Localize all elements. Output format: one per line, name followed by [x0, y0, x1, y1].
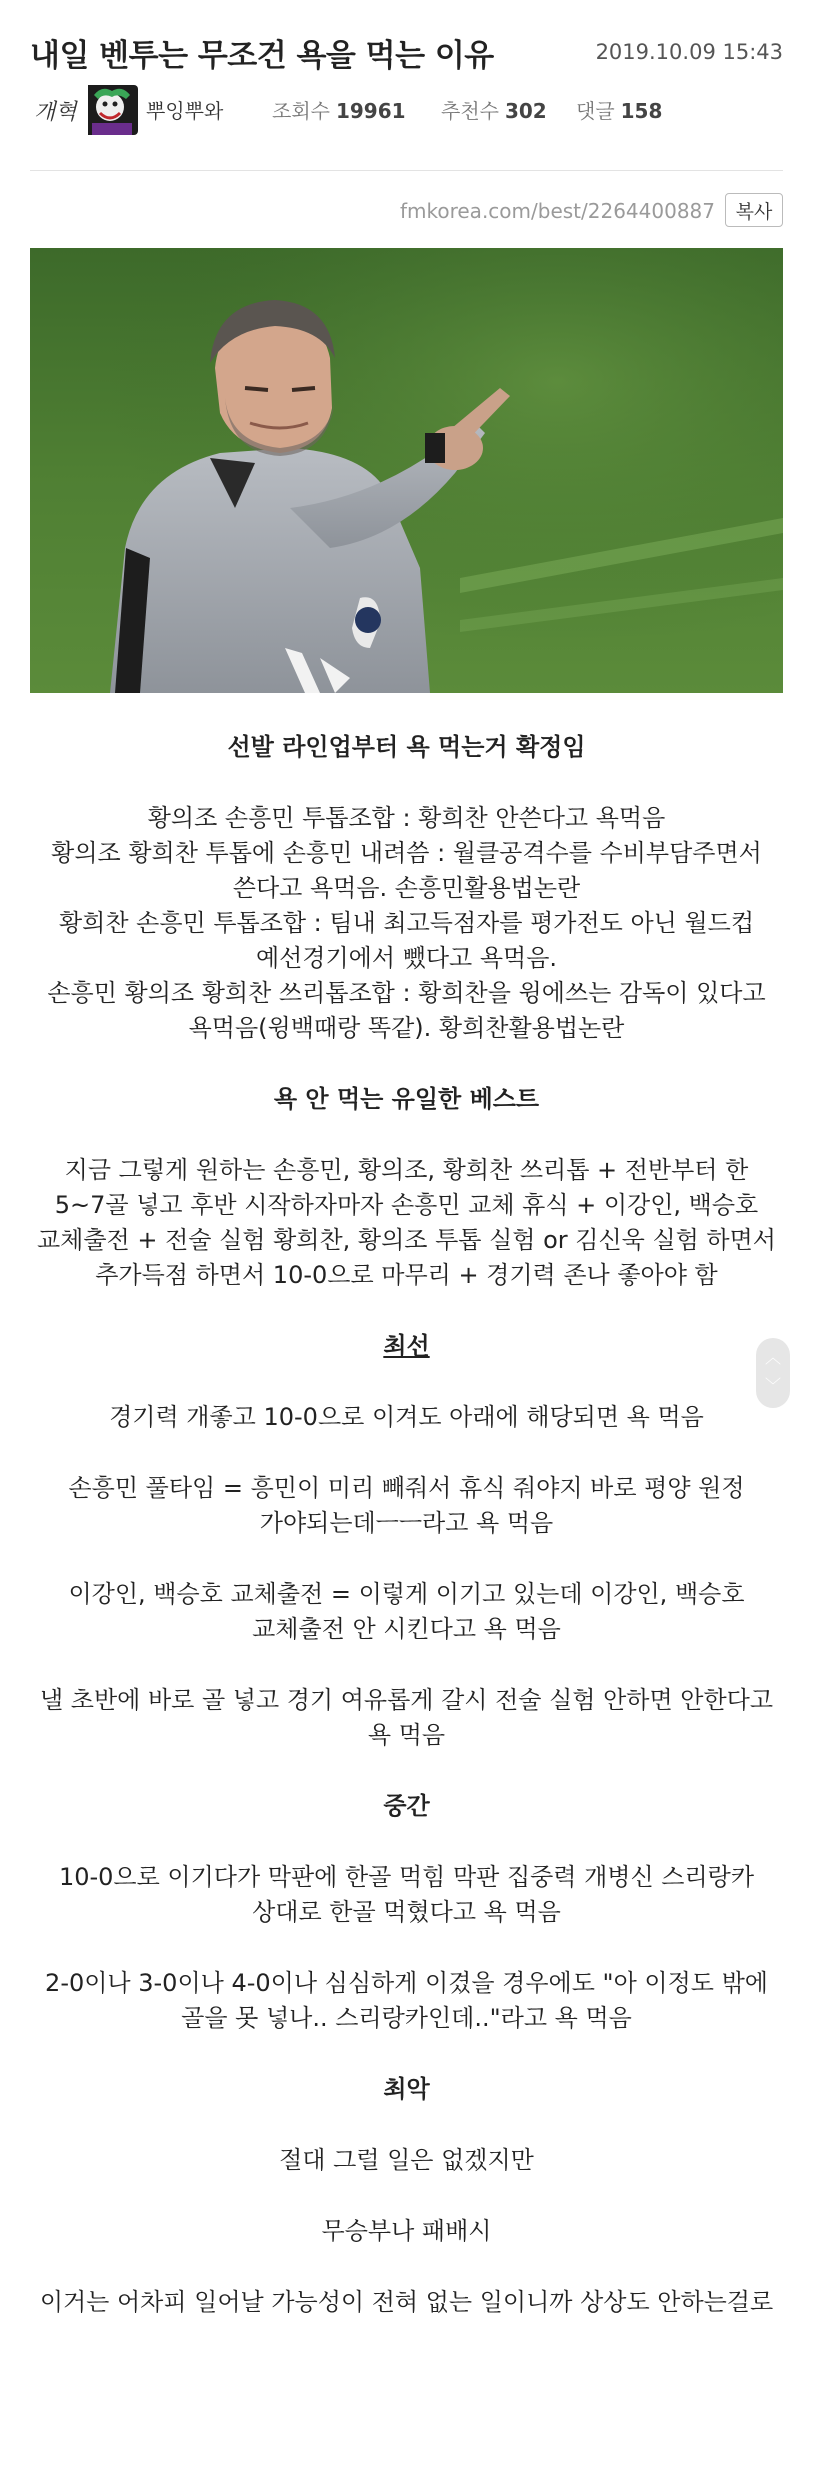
likes-stat [441, 95, 547, 124]
avatar-image [30, 85, 138, 135]
body-paragraph: 낼 초반에 바로 골 넣고 경기 여유롭게 갈시 전술 실험 안하면 안한다고 욕 먹음 [39, 1686, 774, 1749]
likes-label: 추천수 [441, 99, 499, 123]
body-paragraph: 황의조 손흥민 투톱조합 : 황희찬 안쓴다고 욕먹음 황의조 황희찬 투톱에 손흥민 내려씀 : 월클공격수를 수비부담주면서 쓴다고 욕먹음. 손흥민활용법논란 황희찬 손흥민 투톱조합 : 팀내 최고득점자를 평가전도 아닌 월드컵 예선경기에서 뺐다고 욕먹음. 손흥민 황의조 황희찬 쓰리톱조합 : 황희찬을 윙에쓰는 감독이 있다고 욕먹음(윙백때랑 똑같). 황희찬활용법논란 [47, 804, 766, 1042]
section-heading: 욕 안 먹는 유일한 베스트 [273, 1085, 540, 1113]
views-label: 조회수 [272, 99, 330, 123]
body-paragraph: 절대 그럴 일은 없겠지만 [279, 2146, 534, 2174]
section-heading: 최악 [383, 2075, 430, 2103]
body-paragraph: 10-0으로 이기다가 막판에 한골 먹힘 막판 집중력 개병신 스리랑카 상대로 한골 먹혔다고 욕 먹음 [58, 1863, 755, 1926]
header-divider [30, 170, 783, 171]
coach-photo [30, 248, 783, 693]
views-stat [272, 95, 406, 124]
section-heading: 중간 [383, 1792, 430, 1820]
copy-url-button[interactable]: 복사 [725, 193, 783, 227]
body-paragraph: 경기력 개좋고 10-0으로 이겨도 아래에 해당되면 욕 먹음 [109, 1403, 704, 1431]
section-heading: 최선 [383, 1332, 430, 1360]
scroll-control[interactable] [756, 1338, 790, 1408]
body-paragraph: 손흥민 풀타임 = 흥민이 미리 빼줘서 휴식 줘야지 바로 평양 원정 가야되는데ㅡㅡ라고 욕 먹음 [68, 1474, 745, 1537]
post-image [30, 248, 783, 693]
post-title: 내일 벤투는 무조건 욕을 먹는 이유 [30, 38, 494, 74]
likes-count: 302 [504, 99, 547, 123]
scroll-up-icon[interactable]: ︿ [765, 1348, 782, 1367]
comments-label: 댓글 [576, 99, 615, 123]
body-paragraph: 무승부나 패배시 [321, 2217, 492, 2245]
comments-count: 158 [620, 99, 663, 123]
avatar-lettering: 개혁 [34, 100, 77, 125]
post-meta [30, 85, 783, 137]
body-paragraph: 지금 그렇게 원하는 손흥민, 황의조, 황희찬 쓰리톱 + 전반부터 한 5~7골 넣고 후반 시작하자마자 손흥민 교체 휴식 + 이강인, 백승호 교체출전 + 전술 실험 황희찬, 황의조 투톱 실험 or 김신욱 실험 하면서 추가득점 하면서 10-0으로 마무리 + 경기력 존나 좋아야 함 [37, 1156, 776, 1289]
body-paragraph: 이강인, 백승호 교체출전 = 이렇게 이기고 있는데 이강인, 백승호 교체출전 안 시킨다고 욕 먹음 [68, 1580, 745, 1643]
post-url[interactable]: fmkorea.com/best/2264400887 [399, 199, 715, 223]
post-date: 2019.10.09 15:43 [595, 40, 783, 64]
author-nickname[interactable]: 뿌잉뿌와 [146, 99, 224, 123]
body-paragraph: 2-0이나 3-0이나 4-0이나 심심하게 이겼을 경우에도 "아 이정도 밖에 골을 못 넣나.. 스리랑카인데.."라고 욕 먹음 [45, 1969, 768, 2032]
post-body [30, 730, 783, 2356]
views-count: 19961 [335, 99, 406, 123]
section-heading: 선발 라인업부터 욕 먹는거 확정임 [227, 733, 586, 761]
scroll-down-icon[interactable]: ﹀ [765, 1376, 782, 1395]
author-avatar[interactable] [30, 85, 138, 135]
comments-stat[interactable] [576, 95, 662, 124]
body-paragraph: 이거는 어차피 일어날 가능성이 전혀 없는 일이니까 상상도 안하는걸로 [39, 2288, 774, 2316]
